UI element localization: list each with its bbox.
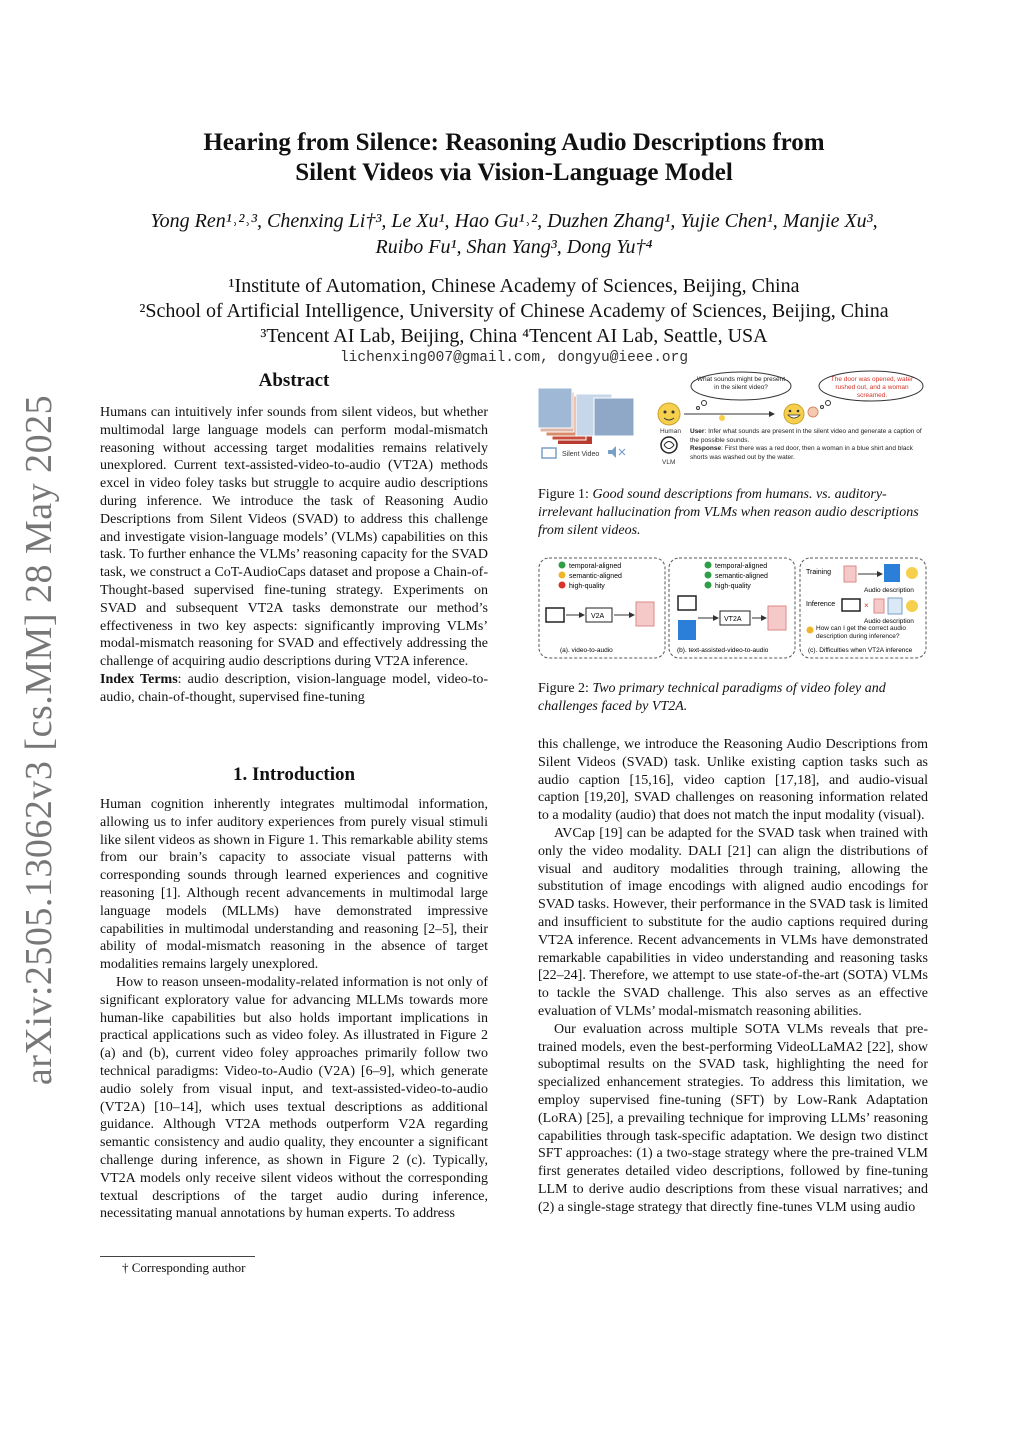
muted-speaker-icon <box>608 446 625 458</box>
title-line-1: Hearing from Silence: Reasoning Audio Descriptions from <box>203 129 825 156</box>
panel-c-question: How can I get the correct audio description during inference? <box>816 625 906 640</box>
figure-1 <box>536 370 928 470</box>
happy-emoji-icon <box>906 567 918 579</box>
abstract-heading: Abstract <box>258 370 330 391</box>
affiliation-3: ³Tencent AI Lab, Beijing, China ⁴Tencent AI Lab, Seattle, USA <box>260 325 768 347</box>
right-paragraph-2: AVCap [19] can be adapted for the SVAD task when trained with only the video modality. DALI [21] can align the distributions of visual and auditory modalities through training, allowing the substitution of image encodings with aligned audio encodings for SVAD tasks. However, their performance in the SVAD task is limited and insufficient to substitute for the audio captions required during VT2A inference. Recent advancements in VLMs have demonstrated remarkable capabilities in video understanding and reasoning tasks [22–24]. Therefore, we attempt to use state-of-the-art (SOTA) VLMs to tackle the SVAD challenge. This also serves as an effective evaluation of VLMs’ modal-mismatch reasoning abilities. <box>538 825 928 1019</box>
sad-emoji-icon <box>906 600 918 612</box>
index-terms <box>100 671 488 707</box>
audio-file-icon <box>768 606 786 630</box>
audio-file-icon <box>844 566 856 582</box>
abstract-body <box>100 404 488 707</box>
panel-a-model: V2A <box>591 613 605 620</box>
response-text: : First there was a red door, then a woman in a blue shirt and black shorts was washed out by the water. <box>690 445 913 461</box>
figure-2-caption-text: Two primary technical paradigms of video foley and challenges faced by VT2A. <box>538 681 886 714</box>
right-column-body <box>538 736 928 1217</box>
intro-heading: 1. Introduction <box>232 764 356 785</box>
figure-2-caption <box>538 680 928 716</box>
cross-mark-icon: × <box>864 601 869 610</box>
silent-video-label: Silent Video <box>562 451 600 458</box>
panel-b-check-1: temporal-aligned <box>715 563 768 570</box>
footnote-rule <box>100 1256 255 1257</box>
index-terms-text: : audio description, vision-language model, video-to-audio, chain-of-thought, supervised fine-tuning <box>100 671 488 705</box>
title-line-2: Silent Videos via Vision-Language Model <box>295 159 733 186</box>
thinking-emoji-icon <box>807 627 814 634</box>
paper-title <box>150 128 878 188</box>
video-frames <box>538 388 634 444</box>
grinning-emoji-icon <box>784 404 804 424</box>
empty-doc-icon <box>888 598 902 614</box>
figure-1-graphic <box>536 370 928 470</box>
affiliation-2: ²School of Artificial Intelligence, University of Chinese Academy of Sciences, Beijing, China <box>139 300 889 322</box>
check-icon <box>705 582 712 589</box>
intro-paragraph-2: How to reason unseen-modality-related information is not only of significant exploratory value for advancing MLLMs towards more human-like capabilities but also holds important implications in practical applications such as video foley. As illustrated in Figure 2 (a) and (b), current video foley approaches primarily follow two technical paradigms: Video-to-Audio (V2A) [6–9], which generate audio solely from visual input, and text-assisted-video-to-audio (VT2A) [10–14], which uses textual descriptions as additional guidance. Although VT2A methods outperform V2A regarding semantic consistency and audio quality, they encounter a significant challenge during inference, as shown in Figure 2 (c). Typically, VT2A models only receive silent videos without the corresponding textual descriptions of the target audio during inference, necessitating manual annotations by human experts. To address <box>100 974 488 1222</box>
panel-b-label: (b). text-assisted-video-to-audio <box>677 647 769 654</box>
panel-a-label: (a). video-to-audio <box>560 647 613 654</box>
affiliation-1: ¹Institute of Automation, Chinese Academy of Sciences, Beijing, China <box>228 275 800 297</box>
audio-file-icon <box>636 602 654 626</box>
arxiv-id: arXiv:2505.13062v3 [cs.MM] 28 May 2025 <box>18 394 60 1086</box>
authors-line-2: Ruibo Fu¹, Shan Yang³, Dong Yu†⁴ <box>375 236 653 258</box>
panel-c-inference: Inference <box>806 601 836 608</box>
cross-icon <box>559 582 566 589</box>
check-icon <box>705 562 712 569</box>
text-doc-icon <box>678 620 696 640</box>
intro-paragraph-1: Human cognition inherently integrates multimodal information, allowing us to infer auditory experiences from purely visual stimuli like silent videos as shown in Figure 1. This remarkable ability stems from our brain’s capacity to associate visual patterns with corresponding sounds through learned experiences and cognitive reasoning [1]. Although recent advancements in multimodal large language models (MLLMs) have demonstrated impressive capabilities in multimodal understanding and reasoning [2–5], their ability of modal-mismatch reasoning in the absence of target modalities remains largely unexplored. <box>100 797 488 973</box>
right-paragraph-3: Our evaluation across multiple SOTA VLMs reveals that pre-trained models, even the best-performing VideoLLaMA2 [22], show suboptimal results on the SVAD task, highlighting the need for specialized enhancement strategies. To address this limitation, we employ supervised fine-tuning (SFT) by Low-Rank Adaptation (LoRA) [25], a prevailing technique for improving LLMs’ reasoning capabilities through task-specific adaptation. We design two distinct SFT approaches: (1) a two-stage strategy where the pre-trained VLM first generates detailed video descriptions, followed by fine-tuning LLM to derive audio descriptions from these visual narratives; and (2) a single-stage strategy that directly fine-tunes VLM using audio <box>538 1021 928 1215</box>
authors <box>90 208 938 260</box>
abstract-text: Humans can intuitively infer sounds from silent videos, but whether multimodal large language models can perform modal-mismatch reasoning without accessing target modalities remains relatively unexplored. Current text-assisted-video-to-audio (VT2A) methods excel in video foley tasks but struggle to acquire audio descriptions during inference. We introduce the task of Reasoning Audio Descriptions from Silent Videos (SVAD) to address this challenge and investigate vision-language models’ (VLMs) capabilities on this task. To further enhance the VLMs’ reasoning capacity for the SVAD task, we construct a CoT-AudioCaps dataset and propose a Chain-of-Thought-based supervised fine-tuning strategy. Experiments on SVAD and subsequent VT2A tasks demonstrate our method’s effectiveness in two key aspects: significantly improving VLMs’ modal-mismatch reasoning for SVAD and effectively addressing the challenge of acquiring audio descriptions during VT2A inference. <box>100 405 488 670</box>
right-paragraph-1: this challenge, we introduce the Reasoning Audio Descriptions from Silent Videos (SVAD) task. Unlike existing caption tasks such as audio caption [15,16], video caption [17,18], and audio-visual caption [19,20], SVAD challenges on reasoning information related to a modality (audio) that does not match the input modality (visual). <box>538 737 928 824</box>
figure-1-caption <box>538 486 928 539</box>
question-bubble-text: What sounds might be present in the silent video? <box>696 376 786 391</box>
film-icon <box>842 599 860 611</box>
index-terms-label: Index Terms <box>100 671 178 687</box>
human-label: Human <box>660 428 681 435</box>
user-text: : Infer what sounds are present in the silent video and generate a caption of the possible sounds. <box>690 428 922 444</box>
authors-line-1: Yong Ren¹˒²˒³, Chenxing Li†³, Le Xu¹, Hao Gu¹˒², Duzhen Zhang¹, Yujie Chen¹, Manjie Xu³, <box>150 210 878 232</box>
figure-1-caption-label: Figure 1: <box>538 487 593 502</box>
panel-c-audio-desc-1: Audio description <box>864 587 914 594</box>
answer-bubble-text: The door was opened, water rushed out, and a woman screamed. <box>830 376 914 399</box>
affiliations <box>90 274 938 349</box>
film-icon <box>678 596 696 610</box>
text-doc-icon <box>884 564 900 582</box>
panel-b-check-3: high-quality <box>715 583 751 590</box>
thinking-emoji-icon <box>719 415 725 421</box>
response-prefix: Response <box>690 445 722 452</box>
vlm-label: VLM <box>662 459 676 466</box>
panel-b-model: VT2A <box>724 616 742 623</box>
check-icon <box>559 562 566 569</box>
user-response-text <box>690 428 926 462</box>
intro-body <box>100 796 488 1223</box>
figure-1-caption-text: Good sound descriptions from humans. vs. auditory-irrelevant hallucination from VLMs when reason audio descriptions from silent videos. <box>538 487 919 538</box>
figure-2 <box>538 556 928 662</box>
panel-c-audio-desc-2: Audio description <box>864 618 914 625</box>
neutral-icon <box>559 572 566 579</box>
figure-2-caption-label: Figure 2: <box>538 681 593 696</box>
panel-a-check-3: high-quality <box>569 583 605 590</box>
surprised-emoji-icon <box>808 407 818 417</box>
arxiv-sidebar <box>8 394 70 1086</box>
author-emails: lichenxing007@gmail.com, dongyu@ieee.org <box>339 350 689 366</box>
human-face-icon <box>658 403 680 425</box>
audio-file-icon <box>874 599 884 613</box>
video-icon <box>542 448 556 458</box>
panel-c-label: (c). Difficulties when VT2A inference <box>808 647 913 654</box>
user-prefix: User <box>690 428 705 435</box>
panel-b-check-2: semantic-aligned <box>715 573 768 580</box>
figure-2-graphic <box>538 556 928 662</box>
panel-c-training: Training <box>806 569 832 576</box>
film-icon <box>546 608 564 622</box>
check-icon <box>705 572 712 579</box>
panel-a-check-2: semantic-aligned <box>569 573 622 580</box>
panel-a-check-1: temporal-aligned <box>569 563 622 570</box>
footnote: † Corresponding author <box>122 1260 246 1275</box>
